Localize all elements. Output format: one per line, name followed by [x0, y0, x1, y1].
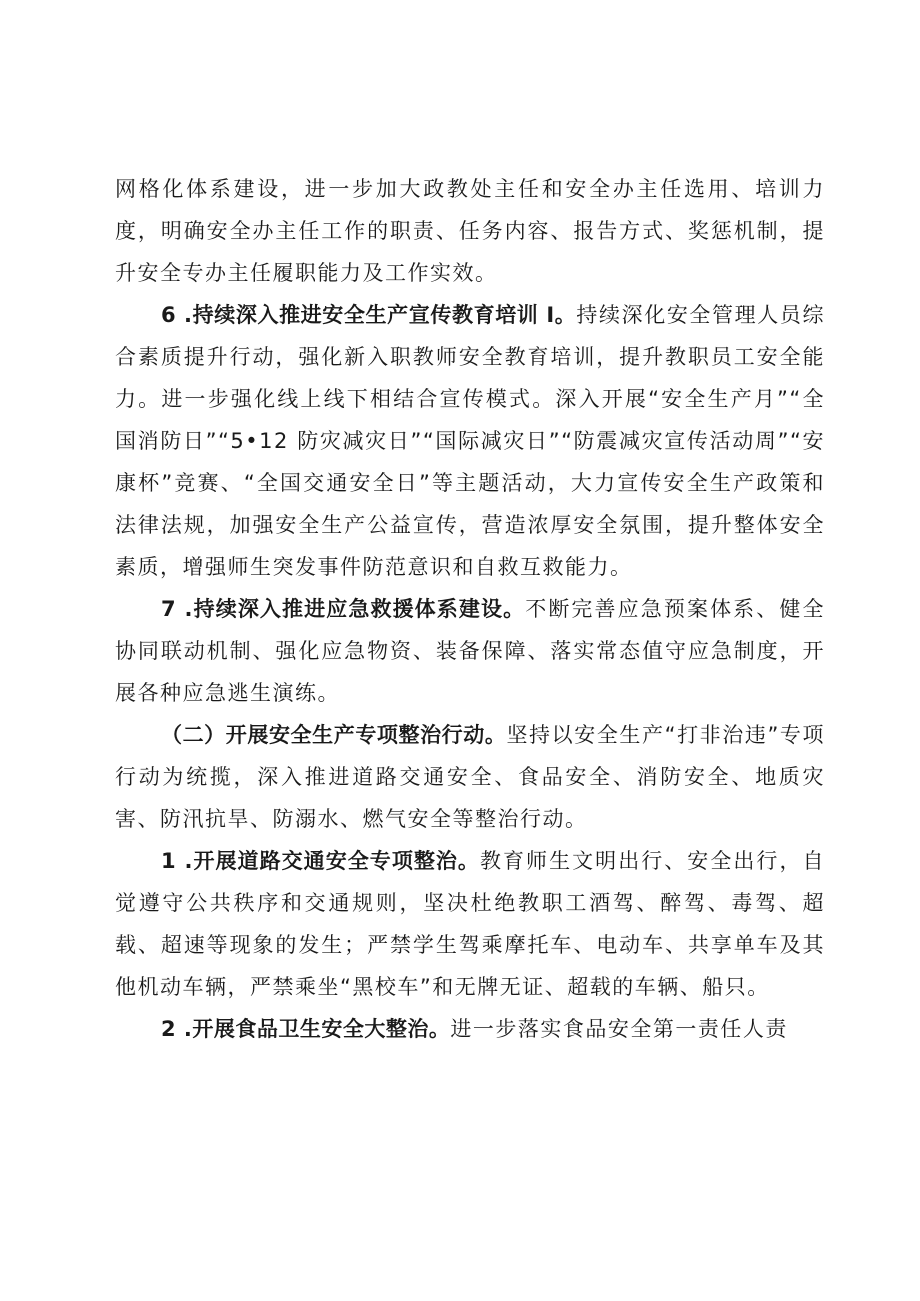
part-2-body: 坚持以安全生产“打非治违”专项行动为统揽，深入推进道路交通安全、食品安全、消防安全、地质灾害、防汛抗旱、防溺水、燃气安全等整治行动。: [115, 723, 826, 831]
item-1-heading: 1 .开展道路交通安全专项整治。: [161, 849, 480, 873]
item-1-body: 教育师生文明出行、安全出行，自觉遵守公共秩序和交通规则，坚决杜绝教职工酒驾、醉驾、毒驾、超载、超速等现象的发生；严禁学生驾乘摩托车、电动车、共享单车及其他机动车辆，严禁乘坐“黑校车”和无牌无证、超载的车辆、船只。: [115, 849, 825, 999]
section-7-heading: 7 .持续深入推进应急救援体系建设。: [161, 597, 526, 621]
document-body: [115, 168, 825, 1050]
item-2-body: 进一步落实食品安全第一责任人责: [450, 1017, 788, 1041]
paragraph-part-2: [115, 714, 825, 840]
paragraph-section-6: [115, 294, 825, 588]
paragraph-section-7: [115, 588, 825, 714]
item-2-heading: 2 .开展食品卫生安全大整治。: [161, 1017, 451, 1041]
section-6-body: 持续深化安全管理人员综合素质提升行动，强化新入职教师安全教育培训，提升教职员工安全能力。进一步强化线上线下相结合宣传模式。深入开展“安全生产月”“全国消防日”“5•12 防灾减灾日”“国际减灾日”“防震减灾宣传活动周”“安康杯”竞赛、“全国交通安全日”等主题活动，大力宣传安全生产政策和法律法规，加强安全生产公益宣传，营造浓厚安全氛围，提升整体安全素质，增强师生突发事件防范意识和自救互救能力。: [115, 303, 825, 579]
paragraph-gridding: [115, 168, 825, 294]
paragraph-body: 网格化体系建设，进一步加大政教处主任和安全办主任选用、培训力度，明确安全办主任工作的职责、任务内容、报告方式、奖惩机制，提升安全专办主任履职能力及工作实效。: [115, 177, 825, 285]
section-7-body: 不断完善应急预案体系、健全协同联动机制、强化应急物资、装备保障、落实常态值守应急制度，开展各种应急逃生演练。: [115, 597, 825, 705]
paragraph-item-1: [115, 840, 825, 1008]
paragraph-item-2: [115, 1008, 825, 1050]
section-6-heading: 6 .持续深入推进安全生产宣传教育培训 I。: [161, 303, 577, 327]
part-2-heading: （二）开展安全生产专项整治行动。: [161, 723, 507, 747]
